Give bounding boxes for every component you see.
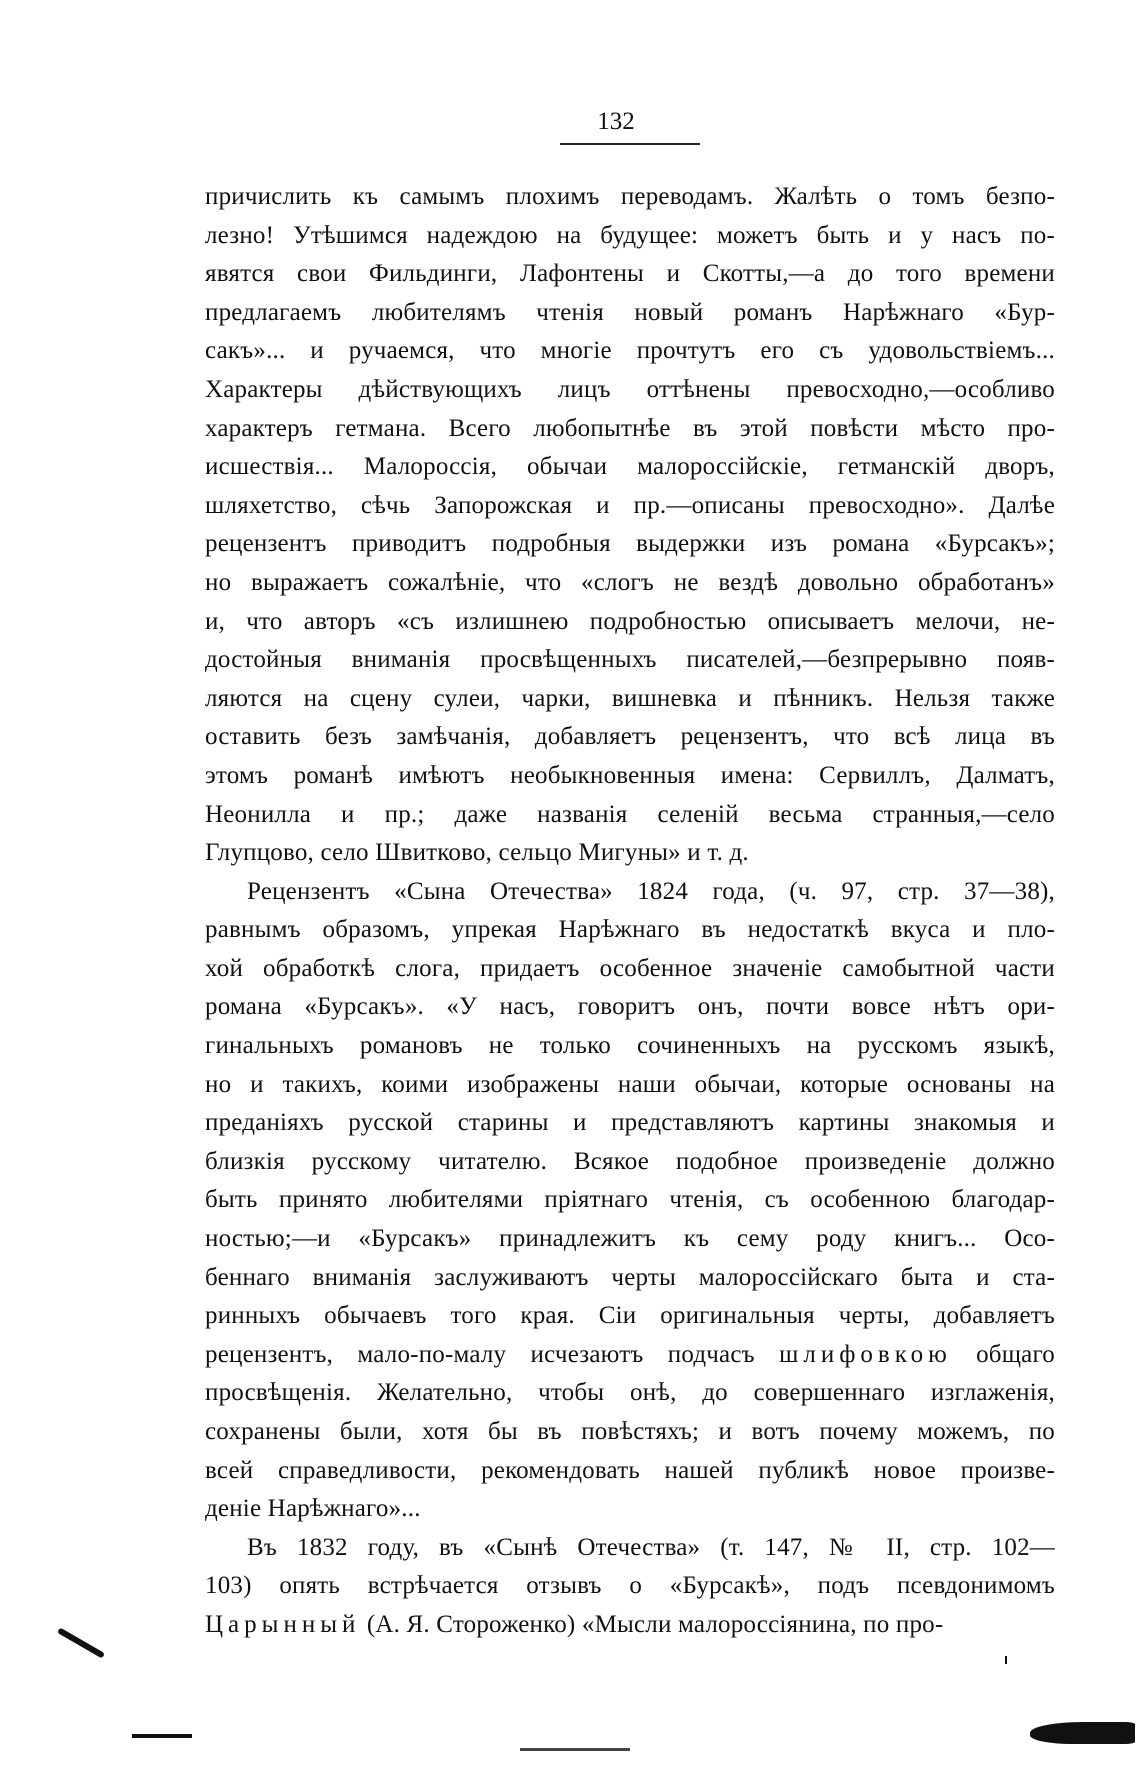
text-line: беннаго вниманія заслуживаютъ черты малороссійскаго быта и ста-	[205, 1263, 1055, 1291]
text-line: Глупцово, село Швитково, сельцо Мигуны» и т. д.	[205, 839, 749, 867]
text-line: просвѣщенія. Желательно, чтобы онѣ, до совершеннаго изглаженія,	[205, 1379, 1055, 1407]
scan-artifact	[132, 1734, 192, 1738]
text-line: предлагаемъ любителямъ чтенія новый романъ Нарѣжнаго «Бур-	[205, 298, 1055, 326]
text-line: ринныхъ обычаевъ того края. Сіи оригинальныя черты, добавляетъ	[205, 1302, 1055, 1330]
page-number: 132	[597, 108, 635, 135]
text-line: преданіяхъ русской старины и представляютъ картины знакомыя и	[205, 1109, 1055, 1137]
text-line: романа «Бурсакъ». «У насъ, говоритъ онъ, почти вовсе нѣтъ ори-	[205, 993, 1055, 1021]
text-line: рецензентъ приводитъ подробныя выдержки изъ романа «Бурсакъ»;	[205, 530, 1055, 558]
paragraph	[205, 1529, 1055, 1645]
page-number-rule	[560, 143, 700, 145]
text-line: оставить безъ замѣчанія, добавляетъ рецензентъ, что всѣ лица въ	[205, 723, 1055, 751]
spaced-emphasis: шлифовкою	[779, 1340, 952, 1368]
text-line: сохранены были, хотя бы въ повѣстяхъ; и вотъ почему можемъ, по	[205, 1418, 1055, 1445]
text-line: явятся свои Фильдинги, Лафонтены и Скотты,—а до того времени	[205, 260, 1055, 288]
text-line: Неонилла и пр.; даже названія селеній весьма странныя,—село	[205, 800, 1055, 828]
text-line: Рецензентъ «Сына Отечества» 1824 года, (ч. 97, стр. 37—38),	[247, 877, 1055, 905]
text-line: близкія русскому читателю. Всякое подобное произведеніе должно	[205, 1147, 1055, 1175]
text-line: Характеры дѣйствующихъ лицъ оттѣнены превосходно,—особливо	[205, 375, 1055, 403]
spaced-emphasis: Царынный	[205, 1610, 361, 1638]
body-text	[205, 178, 1055, 1645]
paragraph	[205, 873, 1055, 1529]
text-line: равнымъ образомъ, упрекая Нарѣжнаго въ недостаткѣ вкуса и пло-	[205, 916, 1055, 944]
text-line: всей справедливости, рекомендовать нашей публикѣ новое произве-	[205, 1456, 1055, 1484]
text-line: хой обработкѣ слога, придаетъ особенное значеніе самобытной части	[205, 954, 1055, 982]
text-line: причислить къ самымъ плохимъ переводамъ. Жалѣть о томъ безпо-	[205, 183, 1055, 210]
paragraph	[205, 178, 1055, 873]
scan-artifact	[57, 1627, 105, 1658]
text-line: шляхетство, сѣчь Запорожская и пр.—описаны превосходно». Далѣе	[205, 491, 1055, 519]
scan-artifact	[1005, 1656, 1007, 1664]
text-line: но выражаетъ сожалѣніе, что «слогъ не вездѣ довольно обработанъ»	[205, 568, 1055, 596]
text-line: сакъ»... и ручаемся, что многіе прочтутъ его съ удовольствіемъ...	[205, 337, 1055, 365]
text-line: исшествія... Малороссія, обычаи малороссійскіе, гетманскій дворъ,	[205, 453, 1055, 481]
text-line: и, что авторъ «съ излишнею подробностью описываетъ мелочи, не-	[205, 607, 1055, 635]
text-line: характеръ гетмана. Всего любопытнѣе въ этой повѣсти мѣсто про-	[205, 414, 1055, 442]
text-line: лезно! Утѣшимся надеждою на будущее: можетъ быть и у насъ по-	[205, 221, 1055, 249]
text-line: рецензентъ, мало-по-малу исчезаютъ подчасъ шлифовкою общаго	[205, 1340, 1055, 1368]
text-line: Царынный (А. Я. Стороженко) «Мысли малороссіянина, по про-	[205, 1610, 944, 1638]
text-line: Въ 1832 году, въ «Сынѣ Отечества» (т. 147, № II, стр. 102—	[247, 1533, 1055, 1561]
text-line: ляются на сцену сулеи, чарки, вишневка и пѣнникъ. Нельзя также	[205, 684, 1055, 712]
scan-artifact	[520, 1748, 630, 1751]
text-line: деніе Нарѣжнаго»...	[205, 1495, 421, 1523]
text-line: 103) опять встрѣчается отзывъ о «Бурсакѣ», подъ псевдонимомъ	[205, 1572, 1055, 1600]
text-line: достойныя вниманія просвѣщенныхъ писателей,—безпрерывно появ-	[205, 646, 1055, 674]
text-line: но и такихъ, коими изображены наши обычаи, которые основаны на	[205, 1070, 1055, 1098]
text-line: этомъ романѣ имѣютъ необыкновенныя имена: Сервиллъ, Далматъ,	[205, 761, 1055, 789]
text-line: быть принято любителями пріятнаго чтенія, съ особенною благодар-	[205, 1186, 1055, 1214]
text-line: гинальныхъ романовъ не только сочиненныхъ на русскомъ языкѣ,	[205, 1032, 1055, 1060]
scan-artifact	[1030, 1722, 1135, 1744]
text-line: ностью;—и «Бурсакъ» принадлежитъ къ сему роду книгъ... Осо-	[205, 1225, 1055, 1253]
